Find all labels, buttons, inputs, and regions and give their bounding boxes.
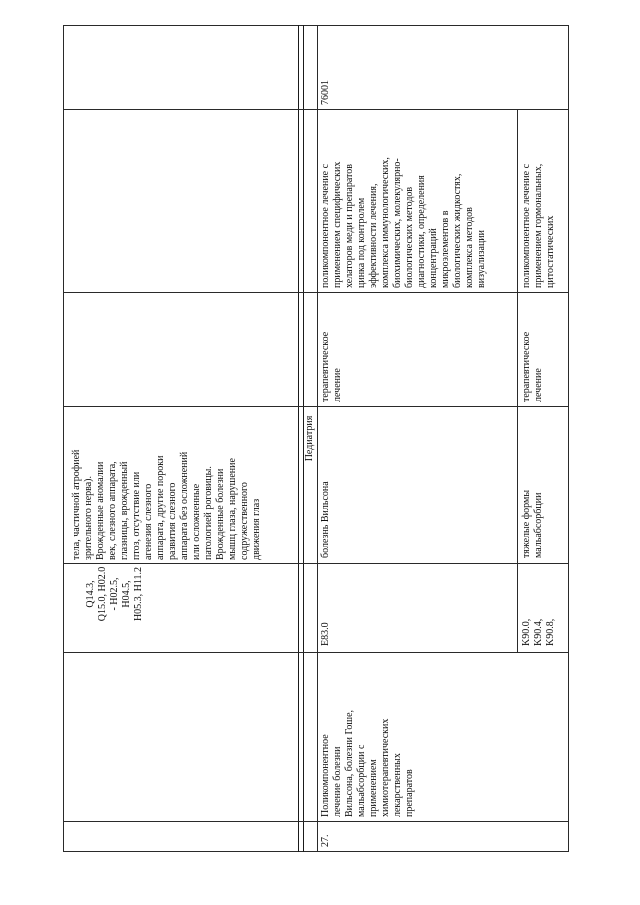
- column-line-number-name: [63, 821, 569, 822]
- medical-care-table: [63, 25, 569, 852]
- section-divider-line-1: [298, 25, 299, 852]
- sub2-patient-model: тяжелые формы мальабсорбции: [521, 489, 544, 558]
- row-number: 27.: [320, 834, 331, 847]
- continued-models-cell: тела, частичной атрофией зрительного нерва). Врожденные аномалии век, слезного аппарата, глазницы, врожденный птоз, отсутствие или агенезия слезного аппарата, другие пороки развития слезного аппарата без осложнений или осложненные патологией роговицы. Врожденные болезни мышц глаза, нарушение содружественного движения глаз: [71, 449, 262, 560]
- column-line-type-method: [63, 292, 569, 293]
- column-line-name-code: [63, 652, 569, 653]
- table-border-bottom: [63, 851, 569, 852]
- continued-codes-cell: Q14.3, Q15.0, H02.0 - H02.5, H04.5, H05.3, H11.2: [85, 566, 144, 622]
- sub2-icd-code: K90.0, K90.4, K90.8,: [521, 618, 556, 646]
- sub1-patient-model: болезнь Вильсона: [320, 481, 331, 558]
- sub1-icd-code: E83.0: [320, 622, 331, 646]
- section-header-line: [317, 25, 318, 852]
- row-treatment-name: Поликомпонентное лечение болезни Вильсона, болезни Гоше, мальабсорбции с применением химиотерапевтических лекарственных препаратов: [320, 709, 415, 817]
- sub2-treatment-method: поликомпонентное лечение с применением гормональных, цитостатических: [521, 163, 556, 288]
- table-border-left: [63, 25, 64, 852]
- table-border-top: [63, 25, 569, 26]
- sub-row-divider: [517, 109, 518, 653]
- column-line-method-price: [63, 109, 569, 110]
- sub2-treatment-type: терапевтическое лечение: [521, 331, 544, 402]
- sub1-treatment-type: терапевтическое лечение: [320, 331, 343, 402]
- sub1-treatment-method: поликомпонентное лечение с применением специфических хелаторов меди и препаратов цинка под контролем эффективности лечения, комплекса иммунологических, биохимических, молекулярно- биологических методов диагностики, определения концентраций микроэлементов в биологических жидкостях, комплекса методов визуализации: [320, 157, 487, 288]
- column-line-model-type: [63, 406, 569, 407]
- table-border-right: [568, 25, 569, 852]
- section-header-pediatrics: Педиатрия: [304, 415, 315, 462]
- row-price: 76001: [320, 80, 331, 105]
